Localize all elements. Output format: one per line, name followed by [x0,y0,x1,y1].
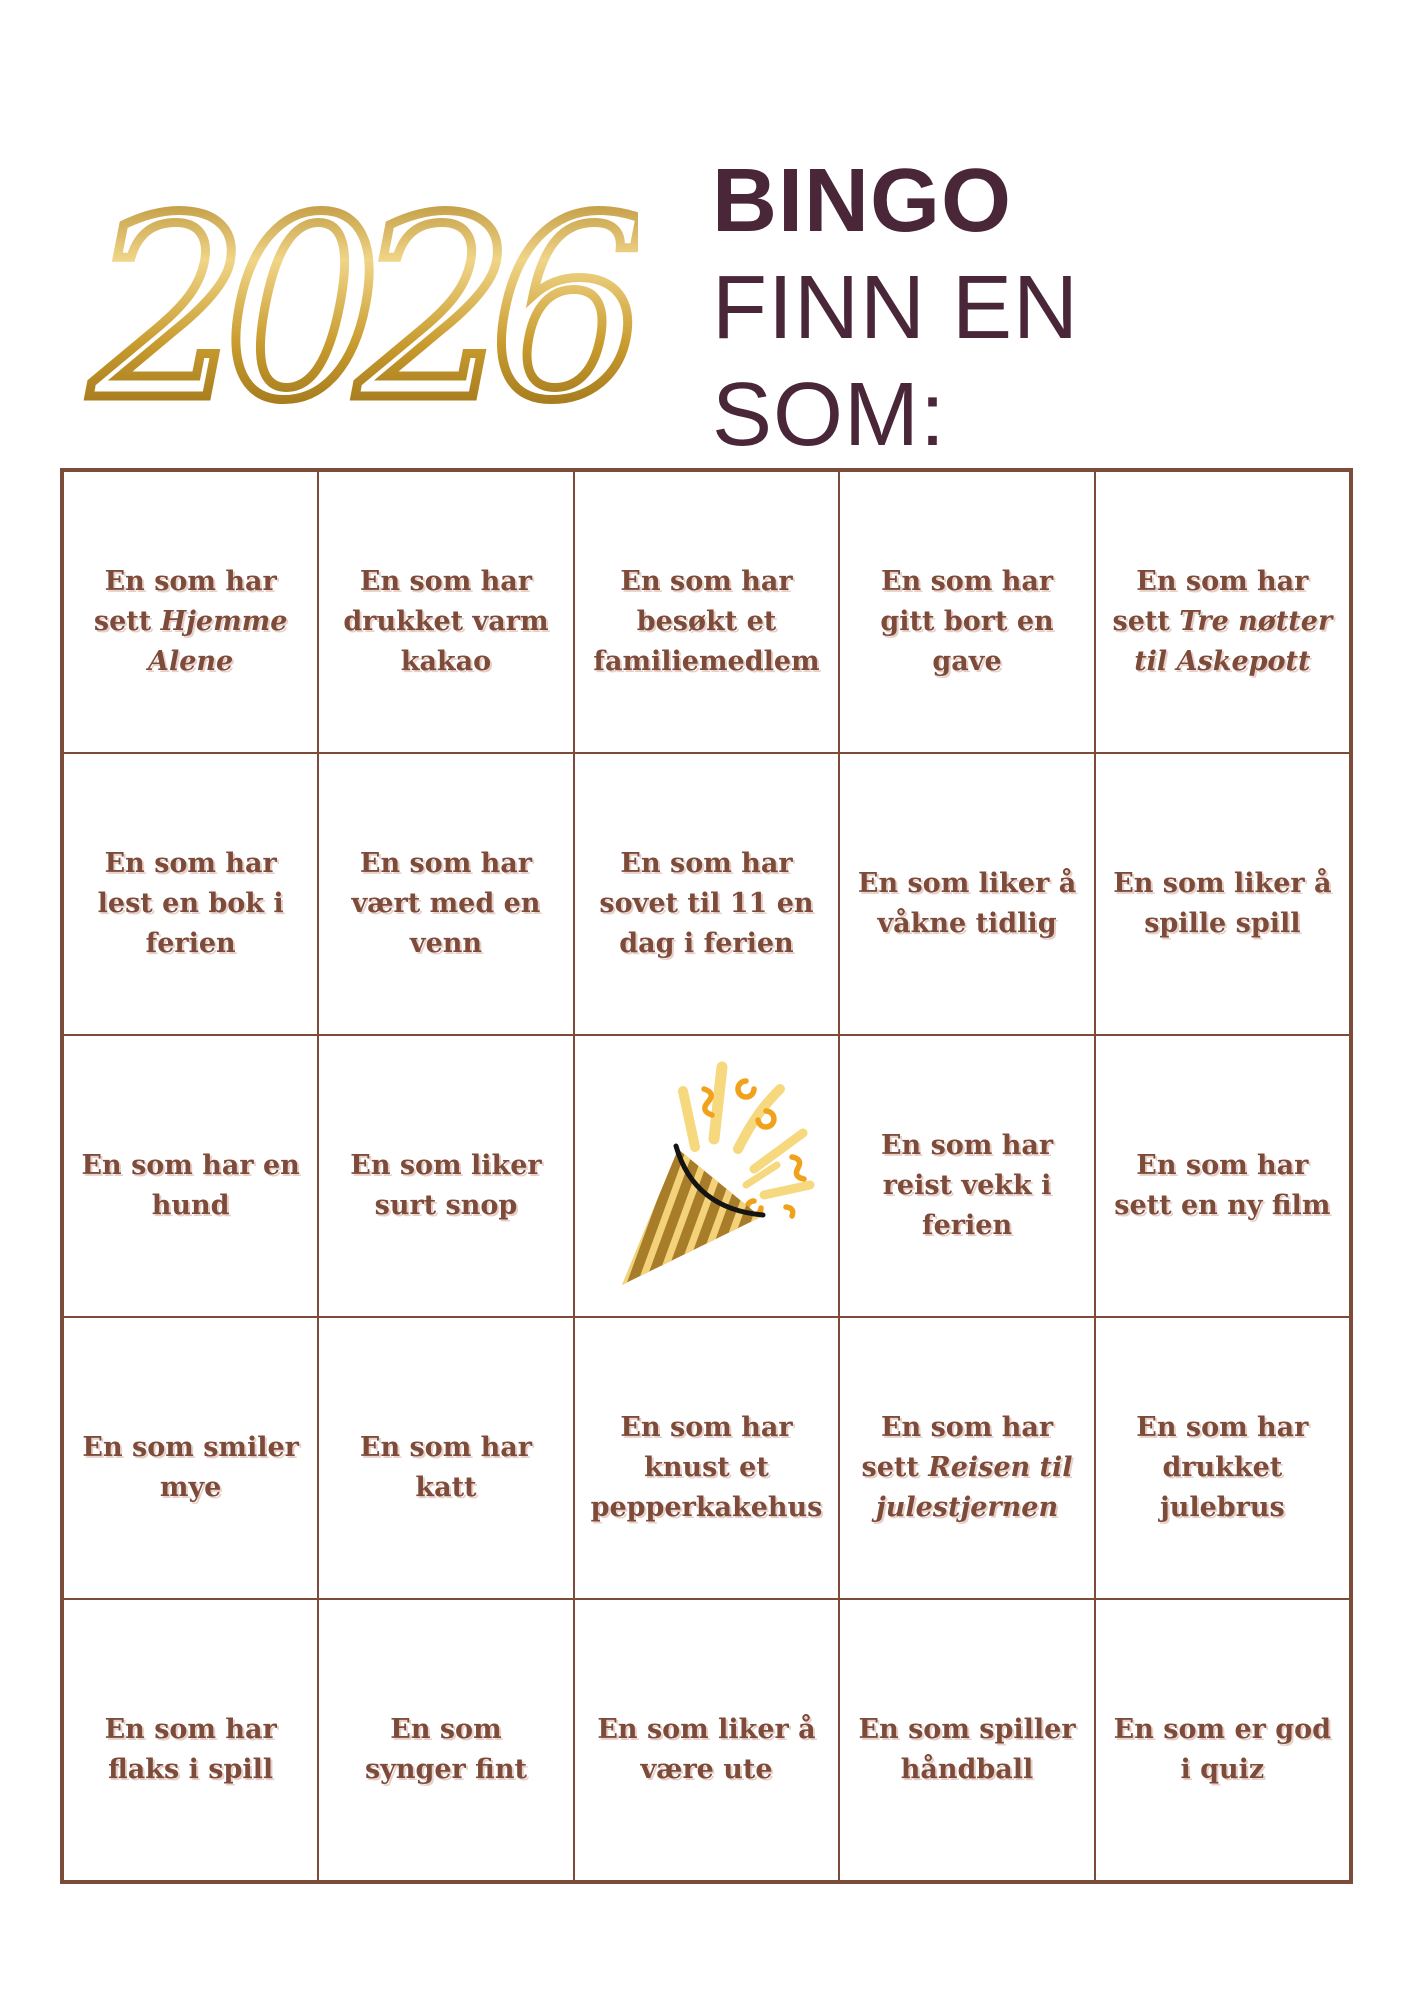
bingo-cell [63,1035,318,1317]
bingo-cell-text: En som liker å spille spill [1113,868,1332,939]
bingo-cell [574,1317,840,1599]
bingo-cell [839,1035,1094,1317]
logo-year-text: 2026 [90,164,623,448]
bingo-cell-text: En som har en hund [81,1150,300,1221]
title-som: SOM: [712,365,947,465]
bingo-cell [318,753,573,1035]
bingo-cell-text: En som liker å våkne tidlig [857,868,1077,939]
bingo-cell [839,1317,1094,1599]
bingo-cell [1095,471,1350,753]
bingo-cell-text: En som liker surt snop [350,1150,542,1221]
bingo-cell-text: En som liker å være ute [597,1714,816,1785]
title-finn-en: FINN EN [712,258,1079,358]
bingo-cell [839,753,1094,1035]
title-bingo: BINGO [712,151,1013,251]
bingo-cell-text: En som har drukket julebrus [1136,1412,1309,1523]
bingo-cell [574,753,840,1035]
bingo-cell [1095,1599,1350,1881]
bingo-cell [839,1599,1094,1881]
bingo-cell [318,1317,573,1599]
bingo-cell-text: En som har sett Tre nøtter til Askepott [1112,566,1333,677]
bingo-cell-text: En som har sett en ny film [1114,1150,1331,1221]
bingo-cell-text: En som har lest en bok i ferien [97,848,284,959]
bingo-cell-text: En som synger fint [364,1714,527,1785]
bingo-cell-text: En som har knust et pepperkakehus [590,1412,823,1523]
bingo-cell-text: En som har drukket varm kakao [343,566,549,677]
bingo-cell [1095,1035,1350,1317]
bingo-cell-text: En som har sovet til 11 en dag i ferien [599,848,814,959]
bingo-cell-center [574,1035,840,1317]
bingo-cell [1095,1317,1350,1599]
bingo-cell-text: En som har sett Reisen til julestjernen [861,1412,1073,1523]
bingo-cell [839,471,1094,753]
logo-2026 [78,148,638,448]
bingo-cell [318,471,573,753]
bingo-grid [60,468,1353,1884]
card-title [712,148,1079,469]
bingo-cell [318,1035,573,1317]
bingo-cell [574,1599,840,1881]
party-popper-icon [596,1059,816,1294]
bingo-cell [63,471,318,753]
bingo-cell-text: En som har besøkt et familiemedlem [593,566,820,677]
bingo-cell-text: En som er god i quiz [1113,1714,1332,1785]
bingo-cell [63,1317,318,1599]
bingo-cell [1095,753,1350,1035]
bingo-cell-text: En som har katt [359,1432,533,1503]
bingo-cell [318,1599,573,1881]
bingo-cell-text: En som har gitt bort en gave [880,566,1054,677]
bingo-cell-text: En som spiller håndball [858,1714,1076,1785]
bingo-cell-text: En som smiler mye [82,1432,299,1503]
bingo-cell-text: En som har vært med en venn [351,848,541,959]
bingo-cell [574,471,840,753]
bingo-cell-text: En som har sett Hjemme Alene [93,566,288,677]
bingo-cell-text: En som har flaks i spill [104,1714,277,1785]
bingo-cell [63,1599,318,1881]
bingo-cell-text: En som har reist vekk i ferien [880,1130,1054,1241]
bingo-cell [63,753,318,1035]
